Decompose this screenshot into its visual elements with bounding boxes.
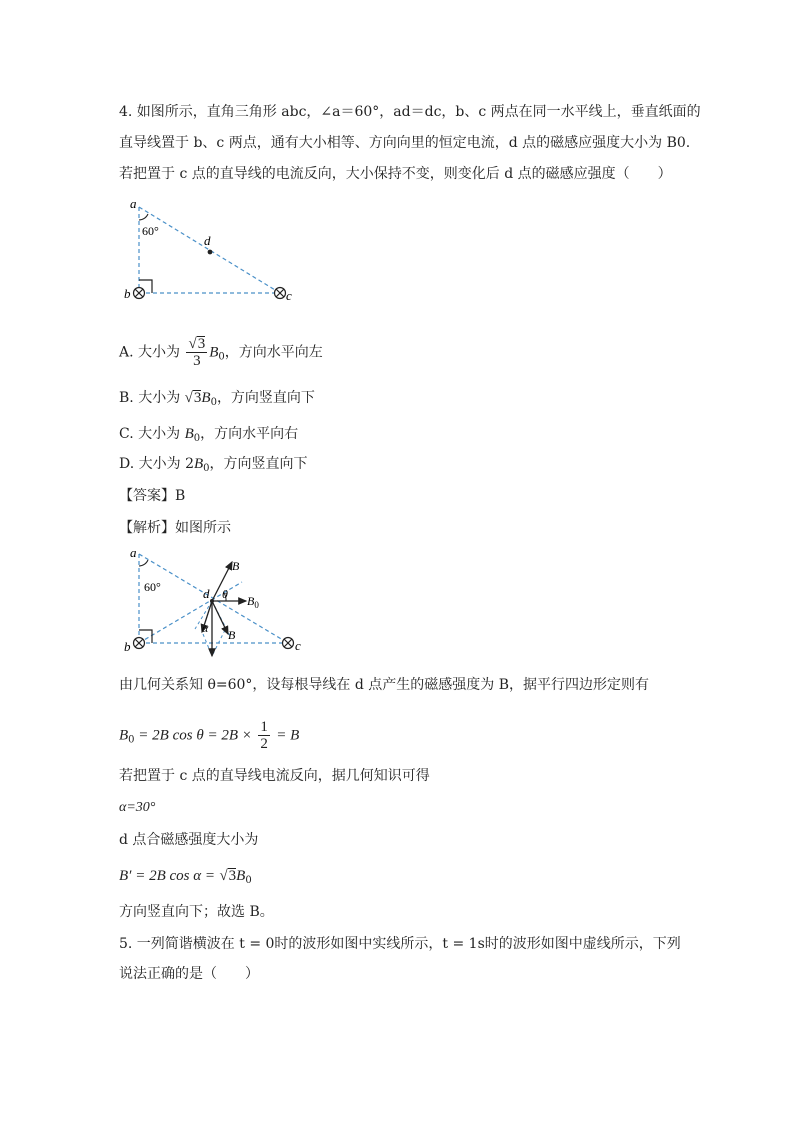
analysis-text-4: 方向竖直向下；故选 B。: [119, 904, 274, 920]
eq1-num: 1: [260, 719, 268, 735]
eq2-root: 3: [228, 868, 237, 884]
eq2-symbol: B: [236, 868, 246, 884]
option-c-sub: 0: [193, 433, 201, 444]
option-c: [119, 424, 298, 449]
point-d: [210, 599, 214, 603]
figure-triangle: [120, 196, 310, 306]
eq1-den: 2: [260, 736, 268, 752]
option-a-root: 3: [197, 336, 206, 352]
label-d: d: [204, 233, 211, 248]
option-c-tail: ，方向水平向右: [200, 426, 299, 442]
option-a: [119, 336, 323, 369]
option-c-label: C. 大小为: [119, 426, 181, 442]
option-b: B. 大小为 $√3B_0$，方向竖直向下: [119, 390, 315, 408]
figure-analysis: [120, 544, 310, 664]
eq2-lhs: B′ = 2B cos α =: [119, 868, 215, 884]
current-into-page-icon-b: [134, 638, 145, 649]
current-into-page-icon-c: [283, 638, 294, 649]
label-c: c: [295, 638, 301, 653]
analysis-title: 【解析】如图所示: [119, 520, 231, 536]
label-vector-b0: $B_0$: [247, 594, 259, 610]
eq1-lhs: B: [119, 727, 129, 744]
label-b: b: [124, 286, 131, 301]
option-a-sub: 0: [218, 351, 225, 363]
option-a-label: A. 大小为: [119, 344, 181, 361]
equation-1: [119, 719, 299, 752]
current-into-page-icon-b: [134, 288, 145, 299]
label-angle: 60°: [142, 224, 159, 238]
option-b-label: B. 大小为: [119, 390, 181, 406]
option-b-root: 3: [193, 390, 202, 406]
analysis-text-1: 由几何关系知 θ=60°，设每根导线在 d 点产生的磁感强度为 B，据平行四边形定则有: [119, 677, 650, 693]
eq2-sub: 0: [245, 875, 252, 886]
option-b-symbol: B: [201, 390, 211, 406]
label-c: c: [286, 288, 292, 303]
eq1-lhs-sub: 0: [128, 734, 135, 746]
option-a-den: 3: [193, 353, 201, 369]
option-d-tail: ，方向竖直向下: [209, 456, 308, 472]
option-d-label: D. 大小为 2: [119, 456, 194, 472]
parallelogram-side-3: [203, 634, 212, 656]
angle-arc: [139, 214, 148, 220]
label-a: a: [130, 545, 137, 560]
label-theta: θ: [222, 587, 228, 601]
q4-line-2: 直导线置于 b、c 两点，通有大小相等、方向向里的恒定电流，d 点的磁感应强度大小为 B0.: [119, 135, 691, 151]
analysis-text-2: 若把置于 c 点的直导线电流反向，据几何知识可得: [119, 768, 430, 784]
option-b-tail: ，方向竖直向下: [216, 390, 315, 406]
label-d: d: [203, 586, 210, 601]
eq1-fraction: [258, 719, 270, 752]
label-a: a: [130, 196, 137, 211]
alpha-value: α=30°: [119, 800, 156, 815]
label-vector-b-2: B: [228, 628, 236, 642]
current-into-page-icon-c: [275, 288, 286, 299]
label-b: b: [124, 639, 131, 654]
option-a-tail: ，方向水平向左: [224, 344, 323, 361]
label-angle: 60°: [144, 580, 161, 594]
eq1-mid: = 2B cos θ = 2B ×: [134, 727, 252, 744]
label-alpha: α: [202, 621, 209, 635]
point-d: [208, 250, 213, 255]
answer: 【答案】B: [119, 488, 186, 504]
q4-line-1: 4. 如图所示，直角三角形 abc，∠a＝60°，ad＝dc，b、c 两点在同一水平线上，垂直纸面的: [119, 104, 701, 120]
option-c-symbol: B: [184, 426, 194, 442]
option-d-symbol: B: [193, 456, 204, 472]
q5-line-1: 5. 一列简谐横波在 t = 0时的波形如图中实线所示，t = 1s时的波形如图中虚线所示，下列: [119, 936, 681, 952]
analysis-text-3: d 点合磁感强度大小为: [119, 832, 259, 848]
angle-arc: [139, 560, 148, 566]
option-a-symbol: B: [209, 344, 219, 361]
option-d-sub: 0: [203, 463, 210, 474]
eq1-rhs: = B: [276, 727, 300, 744]
q5-line-2: 说法正确的是（ ）: [119, 966, 259, 982]
label-vector-b: B: [232, 559, 240, 573]
option-b-sub: 0: [210, 397, 217, 408]
q4-line-3: 若把置于 c 点的直导线的电流反向，大小保持不变，则变化后 d 点的磁感应强度（ ）: [119, 166, 672, 182]
option-d: [119, 454, 308, 479]
option-a-fraction: $\frac{√3}{3}$: [188, 336, 206, 369]
equation-2: B′ = 2B $\cos \alpha = √3B_0$: [119, 868, 252, 886]
